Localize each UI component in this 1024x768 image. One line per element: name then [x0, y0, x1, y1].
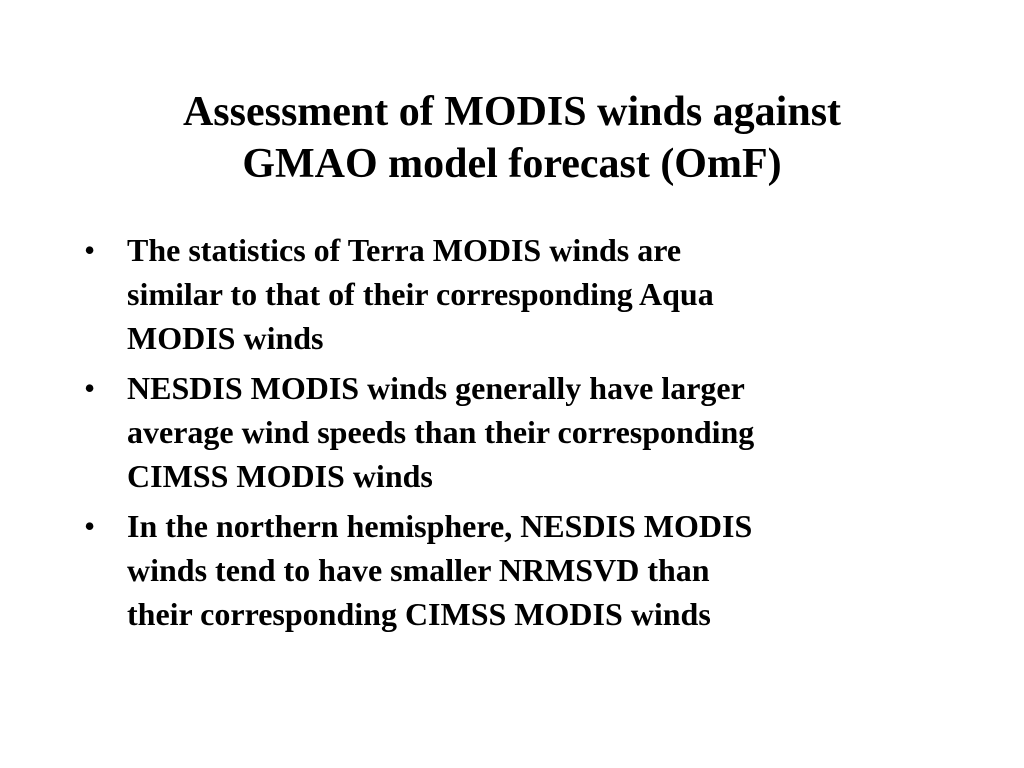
bullet-text-line: NESDIS MODIS winds generally have larger: [127, 370, 745, 406]
bullet-text-line: similar to that of their corresponding Aqua: [127, 276, 714, 312]
bullet-list: [84, 228, 944, 642]
bullet-item-nesdis-speeds: [84, 366, 944, 498]
bullet-text-line: MODIS winds: [127, 320, 324, 356]
slide-title: [80, 86, 944, 190]
bullet-text-line: The statistics of Terra MODIS winds are: [127, 232, 682, 268]
bullet-text-line: CIMSS MODIS winds: [127, 458, 433, 494]
bullet-text-line: In the northern hemisphere, NESDIS MODIS: [127, 508, 753, 544]
bullet-text-line: winds tend to have smaller NRMSVD than: [127, 552, 710, 588]
title-line-2: GMAO model forecast (OmF): [242, 141, 782, 187]
bullet-item-terra-aqua: [84, 228, 944, 360]
bullet-icon: •: [84, 508, 96, 544]
bullet-icon: •: [84, 232, 96, 268]
bullet-text-line: average wind speeds than their corresponding: [127, 414, 755, 450]
bullet-item-northern-hemisphere: [84, 504, 944, 636]
bullet-text-line: their corresponding CIMSS MODIS winds: [127, 596, 711, 632]
title-line-1: Assessment of MODIS winds against: [182, 89, 842, 135]
bullet-icon: •: [84, 370, 96, 406]
